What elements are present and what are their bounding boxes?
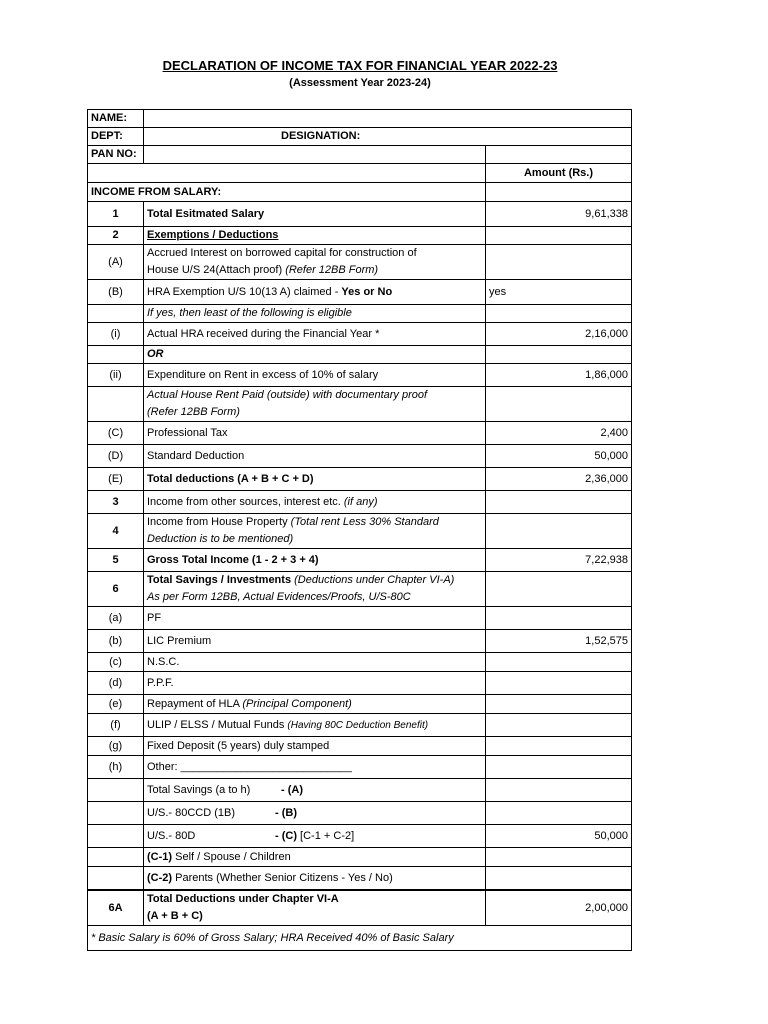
row-amount[interactable] xyxy=(486,779,632,802)
row-number: 6A xyxy=(88,890,144,926)
pan-row xyxy=(88,146,632,164)
table-row xyxy=(88,202,632,227)
dept-row xyxy=(88,128,632,146)
row-number: (ii) xyxy=(88,364,144,387)
desc-text: Total Savings / Investments xyxy=(147,574,295,586)
desc-note-1: (Total rent Less 30% Standard xyxy=(290,516,439,528)
desc-text: Income from other sources, interest etc. xyxy=(147,495,344,508)
desc-line-1: Total Deductions under Chapter VI-A xyxy=(147,893,339,905)
desc-note-2: As per Form 12BB, Actual Evidences/Proofs, U/S-80C xyxy=(147,591,411,603)
row-amount[interactable]: 2,36,000 xyxy=(486,468,632,491)
table-row xyxy=(88,867,632,891)
row-number xyxy=(88,802,144,825)
table-row xyxy=(88,346,632,364)
row-number: 1 xyxy=(88,202,144,227)
desc-tag: - (B) xyxy=(275,806,297,819)
row-number: (f) xyxy=(88,714,144,737)
row-amount[interactable] xyxy=(486,514,632,549)
row-description: Actual HRA received during the Financial Year * xyxy=(144,323,486,346)
row-amount xyxy=(486,305,632,323)
desc-text: Repayment of HLA xyxy=(147,697,243,710)
row-amount[interactable]: 1,86,000 xyxy=(486,364,632,387)
desc-note-2: Deduction is to be mentioned) xyxy=(147,533,294,545)
row-number xyxy=(88,305,144,323)
table-row xyxy=(88,737,632,756)
desc-line-2: House U/S 24(Attach proof) xyxy=(147,264,286,276)
row-number: 4 xyxy=(88,514,144,549)
row-amount[interactable] xyxy=(486,695,632,714)
table-row xyxy=(88,756,632,779)
row-amount xyxy=(486,346,632,364)
amount-header-row xyxy=(88,164,632,183)
desc-text: U/S.- 80D xyxy=(147,829,196,842)
table-row xyxy=(88,323,632,346)
income-salary-row xyxy=(88,183,632,202)
desc-line-1: Actual House Rent Paid (outside) with documentary proof xyxy=(147,389,428,401)
dept-label: DEPT: xyxy=(88,128,144,146)
row-amount[interactable]: 50,000 xyxy=(486,445,632,468)
pan-label: PAN NO: xyxy=(88,146,144,164)
row-number xyxy=(88,779,144,802)
row-amount[interactable]: 1,52,575 xyxy=(486,630,632,653)
designation-label: DESIGNATION: xyxy=(281,130,361,142)
row-description xyxy=(144,491,486,514)
desc-tag: (C-2) xyxy=(147,871,173,884)
desc-note: (if any) xyxy=(343,495,378,508)
desc-tag-extra: [C-1 + C-2] xyxy=(297,829,355,842)
row-description xyxy=(144,695,486,714)
table-row xyxy=(88,672,632,695)
pan-field[interactable] xyxy=(144,146,486,164)
desc-note: (Principal Component) xyxy=(242,697,352,710)
table-row xyxy=(88,695,632,714)
row-number xyxy=(88,346,144,364)
row-number: (b) xyxy=(88,630,144,653)
row-description: Expenditure on Rent in excess of 10% of salary xyxy=(144,364,486,387)
row-number xyxy=(88,867,144,891)
row-description: Other: ____________________________ xyxy=(144,756,486,779)
row-number xyxy=(88,825,144,848)
desc-note: (Having 80C Deduction Benefit) xyxy=(287,719,429,731)
row-description: Exemptions / Deductions xyxy=(144,227,486,245)
row-amount[interactable] xyxy=(486,491,632,514)
row-description xyxy=(144,867,486,891)
row-amount[interactable] xyxy=(486,737,632,756)
row-amount[interactable]: 2,00,000 xyxy=(486,890,632,926)
row-description xyxy=(144,848,486,867)
row-amount[interactable] xyxy=(486,867,632,891)
row-description: PF xyxy=(144,607,486,630)
row-description: If yes, then least of the following is eligible xyxy=(144,305,486,323)
row-description xyxy=(144,825,486,848)
row-number: (d) xyxy=(88,672,144,695)
table-row xyxy=(88,572,632,607)
row-number: 6 xyxy=(88,572,144,607)
name-field[interactable] xyxy=(144,110,632,128)
name-row xyxy=(88,110,632,128)
row-number: (D) xyxy=(88,445,144,468)
row-number: 3 xyxy=(88,491,144,514)
row-description xyxy=(144,387,486,422)
desc-tag: (C-1) xyxy=(147,850,173,863)
page-title: DECLARATION OF INCOME TAX FOR FINANCIAL YEAR 2022-23 xyxy=(162,58,558,73)
footnote: * Basic Salary is 60% of Gross Salary; HRA Received 40% of Basic Salary xyxy=(88,926,632,951)
footnote-row xyxy=(88,926,632,951)
table-row xyxy=(88,630,632,653)
row-number: (A) xyxy=(88,245,144,280)
table-row xyxy=(88,802,632,825)
row-number: (i) xyxy=(88,323,144,346)
row-number: (e) xyxy=(88,695,144,714)
desc-line-1: Accrued Interest on borrowed capital for construction of xyxy=(147,247,417,259)
table-row xyxy=(88,227,632,245)
desc-text: Total Savings (a to h) xyxy=(147,783,251,796)
table-row xyxy=(88,779,632,802)
desc-text: Income from House Property xyxy=(147,516,291,528)
row-description: LIC Premium xyxy=(144,630,486,653)
hra-claim-value[interactable]: yes xyxy=(486,280,632,305)
row-number: 2 xyxy=(88,227,144,245)
row-description xyxy=(144,514,486,549)
desc-note-1: (Deductions under Chapter VI-A) xyxy=(294,574,455,586)
income-salary-amount xyxy=(486,183,632,202)
table-row xyxy=(88,491,632,514)
declaration-table xyxy=(87,109,632,951)
row-amount xyxy=(486,387,632,422)
row-number: 5 xyxy=(88,549,144,572)
row-description: Total Esitmated Salary xyxy=(144,202,486,227)
desc-text: HRA Exemption U/S 10(13 A) claimed - xyxy=(147,285,342,298)
row-amount[interactable] xyxy=(486,607,632,630)
row-number xyxy=(88,848,144,867)
row-description: Total deductions (A + B + C + D) xyxy=(144,468,486,491)
desc-text: ULIP / ELSS / Mutual Funds xyxy=(147,718,288,731)
desc-note: (Refer 12BB Form) xyxy=(285,264,379,276)
header-spacer xyxy=(88,164,486,183)
table-row xyxy=(88,245,632,280)
desc-line-2: (Refer 12BB Form) xyxy=(147,406,240,418)
table-row xyxy=(88,714,632,737)
row-description xyxy=(144,779,486,802)
desc-text: Parents (Whether Senior Citizens - Yes / No) xyxy=(172,871,393,884)
desc-bold: Yes or No xyxy=(341,285,393,298)
row-amount[interactable] xyxy=(486,245,632,280)
table-row xyxy=(88,514,632,549)
row-number xyxy=(88,387,144,422)
row-description: OR xyxy=(144,346,486,364)
table-row xyxy=(88,549,632,572)
row-amount[interactable] xyxy=(486,802,632,825)
row-description: N.S.C. xyxy=(144,653,486,672)
row-description: Standard Deduction xyxy=(144,445,486,468)
income-from-salary-label: INCOME FROM SALARY: xyxy=(88,183,486,202)
row-description: P.P.F. xyxy=(144,672,486,695)
table-row xyxy=(88,305,632,323)
pan-amount-empty xyxy=(486,146,632,164)
row-number: (c) xyxy=(88,653,144,672)
table-row xyxy=(88,890,632,926)
row-number: (C) xyxy=(88,422,144,445)
row-number: (h) xyxy=(88,756,144,779)
row-description xyxy=(144,714,486,737)
row-amount[interactable]: 2,16,000 xyxy=(486,323,632,346)
row-amount[interactable]: 2,400 xyxy=(486,422,632,445)
desc-line-2: (A + B + C) xyxy=(147,910,203,922)
dept-designation-cell[interactable] xyxy=(144,128,632,146)
desc-tag: - (A) xyxy=(281,783,303,796)
table-row xyxy=(88,825,632,848)
row-amount[interactable]: 7,22,938 xyxy=(486,549,632,572)
row-amount[interactable] xyxy=(486,714,632,737)
desc-tag: - (C) xyxy=(275,829,297,842)
page-subtitle: (Assessment Year 2023-24) xyxy=(289,77,431,89)
amount-header: Amount (Rs.) xyxy=(486,164,632,183)
name-label: NAME: xyxy=(88,110,144,128)
row-number: (E) xyxy=(88,468,144,491)
row-description xyxy=(144,572,486,607)
row-description xyxy=(144,280,486,305)
row-amount[interactable]: 50,000 xyxy=(486,825,632,848)
table-row xyxy=(88,280,632,305)
desc-text: U/S.- 80CCD (1B) xyxy=(147,806,236,819)
row-description: Professional Tax xyxy=(144,422,486,445)
row-description xyxy=(144,802,486,825)
row-amount[interactable] xyxy=(486,756,632,779)
row-description xyxy=(144,890,486,926)
row-amount[interactable] xyxy=(486,848,632,867)
row-amount xyxy=(486,572,632,607)
row-description: Gross Total Income (1 - 2 + 3 + 4) xyxy=(144,549,486,572)
row-amount xyxy=(486,227,632,245)
row-amount[interactable] xyxy=(486,653,632,672)
row-description xyxy=(144,245,486,280)
table-row xyxy=(88,848,632,867)
row-amount[interactable]: 9,61,338 xyxy=(486,202,632,227)
row-number: (g) xyxy=(88,737,144,756)
table-row xyxy=(88,422,632,445)
table-row xyxy=(88,364,632,387)
table-row xyxy=(88,445,632,468)
table-row xyxy=(88,468,632,491)
row-amount[interactable] xyxy=(486,672,632,695)
row-description: Fixed Deposit (5 years) duly stamped xyxy=(144,737,486,756)
row-number: (a) xyxy=(88,607,144,630)
table-row xyxy=(88,607,632,630)
table-row xyxy=(88,387,632,422)
table-row xyxy=(88,653,632,672)
desc-text: Self / Spouse / Children xyxy=(172,850,291,863)
row-number: (B) xyxy=(88,280,144,305)
